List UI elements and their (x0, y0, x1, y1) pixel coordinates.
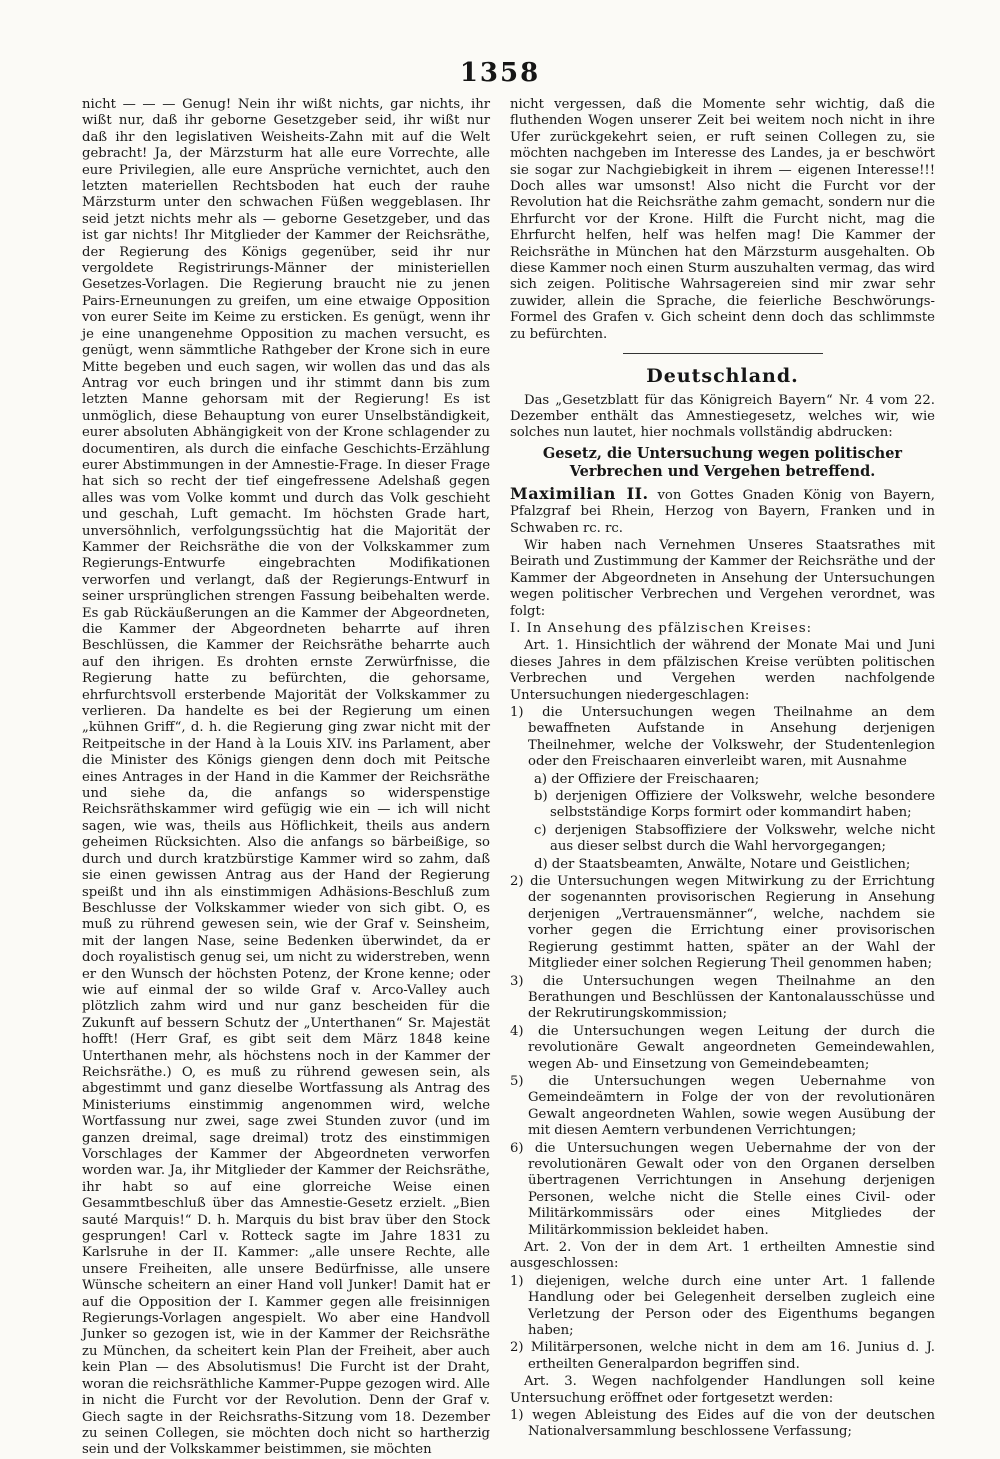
article-2: Art. 2. Von der in dem Art. 1 ertheilten Amnestie sind ausgeschlossen: (510, 1240, 935, 1272)
list-item: 5) die Untersuchungen wegen Uebernahme von Gemeindeämtern in Folge der von der revolutionären Gewalt angeordneten Wahlen, sowie wegen Ausübung der mit diesen Aemtern verbundenen Verrichtungen; (510, 1073, 935, 1139)
sub-list-item: d) der Staatsbeamten, Anwälte, Notare und Geistlichen; (534, 856, 911, 872)
article-3: Art. 3. Wegen nachfolgender Handlungen soll keine Untersuchung eröffnet oder fortgesetzt werden: (510, 1374, 935, 1406)
section-divider (623, 353, 823, 354)
list-item: 1) wegen Ableistung des Eides auf die von der deutschen Nationalversammlung beschlossene Verfassung; (510, 1408, 935, 1440)
heading-palatinate: I. In Ansehung des pfälzischen Kreises: (510, 620, 813, 636)
left-column (82, 97, 490, 1458)
preamble: Wir haben nach Vernehmen Unseres Staatsrathes mit Beirath und Zustimmung der Kammer der Reichsräthe und der Kammer der Abgeordneten in Ansehung der Untersuchungen wegen politischer Verbrechen und Vergehen verordnet, was folgt: (510, 537, 935, 619)
left-column-text: nicht — — — Genug! Nein ihr wißt nichts, gar nichts, ihr wißt nur, daß ihr geborne Gesetzgeber seid, ihr wißt nur daß ihr den legislativen Weisheits-Zahn mit auf die Welt gebracht! Ja, der Märzsturm hat alle eure Vorrechte, alle eure Privilegien, alle eure Ansprüche vernichtet, auch den letzten materiellen Rechtsboden hat euch der rauhe Märzsturm unter den schwachen Füßen weggeblasen. Ihr seid jetzt nichts mehr als — geborne Gesetzgeber, und das ist gar nichts! Ihr Mitglieder der Kammer der Reichsräthe, der Regierung des Königs gegenüber, seid ihr nur vergoldete Registrirungs-Männer der ministeriellen Gesetzes-Vorlagen. Die Regierung braucht nie zu jenen Pairs-Erneunungen zu greifen, um eine etwaige Opposition von eurer Seite im Keime zu ersticken. Es genügt, wenn ihr je eine unangenehme Opposition zu machen versucht, es genügt, wenn sämmtliche Rathgeber der Krone sich in eure Mitte begeben und euch sagen, wir wollen das und das als Antrag vor euch bringen und ihr stimmt dann bis zum letzten Manne gehorsam mit der Regierung! Es ist unmöglich, diese Behauptung von eurer Unselbständigkeit, eurer absoluten Abhängigkeit von der Krone schlagender zu documentiren, als durch die einfache Geschichts-Erzählung eurer Abstimmungen in der Amnestie-Frage. In dieser Frage hat sich so recht der tief eingefressene Adelshaß gegen alles was vom Volke kommt und durch das Volk geschieht und geschah, Luft gemacht. Im höchsten Grade hart, unversöhnlich, verfolgungssüchtig hat die Majorität der Kammer der Reichsräthe die von der Volkskammer zum Regierungs-Entwurfe eingebrachten Modifikationen verworfen und verlangt, daß der Regierungs-Entwurf in seiner ursprünglichen strengen Fassung beibehalten werde. Es gab Rückäußerungen an die Kammer der Abgeordneten, die Kammer der Abgeordneten beharrte auf ihren Beschlüssen, die Kammer der Reichsräthe beharrte auch auf den ihrigen. Es drohten ernste Zerwürfnisse, die Regierung hatte zu befürchten, die gehorsame, ehrfurchtsvoll ersterbende Majorität der Volkskammer zu verlieren. Da handelte es bei der Regierung um einen „kühnen Griff“, d. h. die Regierung ging zwar nicht mit der Reitpeitsche in der Hand à la Louis XIV. ins Parlament, aber die Minister des Königs giengen denn doch mit Peitsche eines Antrages in der Hand in die Kammer der Reichsräthe und siehe da, die anfangs so widerspenstige Reichsräthskammer wird gefügig wie ein — ich will nicht sagen, wie was, theils aus Höflichkeit, theils aus andern geheimen Rücksichten. Also die anfangs so bärbeißige, so durch und durch kratzbürstige Kammer wird so zahm, daß sie einen gewissen Antrag aus der Hand der Regierung speißt und ihn als einstimmigen Adhäsions-Beschluß zum Beschlusse der Volkskammer wieder von sich gibt. O, es muß zu rührend gewesen sein, wie der Graf v. Seinsheim, mit der langen Nase, seine Bedenken überwindet, da er doch royalistisch genug sei, um nicht zu widerstreben, wenn er den Wunsch der höchsten Potenz, der Krone kenne; oder wie auf einmal der so wilde Graf v. Arco-Valley auch plötzlich zahm wird und nur ganz bescheiden für die Zukunft auf bessern Schutz der „Unterthanen“ Sr. Majestät hofft! (Herr Graf, es gibt seit dem März 1848 keine Unterthanen mehr, als höchstens noch in der Kammer der Reichsräthe.) O, es muß zu rührend gewesen sein, als abgestimmt und ganz dieselbe Wortfassung als Antrag des Ministeriums einstimmig angenommen wird, welche Wortfassung nur zwei, sage zwei Stunden zuvor (und im ganzen dreimal, sage dreimal) trotz des einstimmigen Vorschlages der Kammer der Abgeordneten verworfen worden war. Ja, ihr Mitglieder der Kammer der Reichsräthe, ihr habt so auf eine glorreiche Weise einen Gesammtbeschluß über das Amnestie-Gesetz erzielt. „Bien sauté Marquis!“ D. h. Marquis du bist brav über den Stock gesprungen! Carl v. Rotteck sagte im Jahre 1831 zu Karlsruhe in der II. Kammer: „alle unsere Rechte, alle unsere Freiheiten, alle unsere Bedürfnisse, alle unsere Wünsche scheitern an einer Hand voll Junker! Damit hat er auf die Opposition der I. Kammer gegen alle freisinnigen Regierungs-Vorlagen angespielt. Wo aber eine Handvoll Junker so gezogen ist, wie in der Kammer der Reichsräthe zu München, da scheitert kein Plan der Freiheit, aber auch kein Plan — des Absolutismus! Die Furcht ist der Draht, woran die reichsräthliche Kammer-Puppe gezogen wird. Alle in nicht die Furcht vor der Revolution. Denn der Graf v. Giech sagte in der Reichsraths-Sitzung vom 18. Dezember zu seinen Collegen, sie möchten doch nicht so hartherzig sein und der Volkskammer beistimmen, sie möchten (82, 97, 490, 1458)
section-title: Deutschland. (646, 365, 799, 388)
article-1: Art. 1. Hinsichtlich der während der Monate Mai und Juni dieses Jahres in dem pfälzischen Kreise verübten politischen Verbrechen und Vergehen werden nachfolgende Untersuchungen niedergeschlagen: (510, 638, 935, 703)
sub-list-item: a) der Offiziere der Freischaaren; (534, 771, 760, 787)
list-item: 1) die Untersuchungen wegen Theilnahme an dem bewaffneten Aufstande in Ansehung derjenigen Theilnehmer, welche der Volkswehr, der Studentenlegion oder den Freischaaren einverleibt waren, mit Ausnahme (510, 705, 935, 770)
right-column (510, 97, 935, 1440)
section-intro: Das „Gesetzblatt für das Königreich Bayern“ Nr. 4 vom 22. Dezember enthält das Amnestiegesetz, welches wir, wie solches nun lautet, hier nochmals vollständig abdrucken: (510, 392, 935, 441)
sub-list-item: b) derjenigen Offiziere der Volkswehr, welche besondere selbstständige Korps formirt oder kommandirt haben; (534, 789, 935, 821)
king-text: von Gottes Gnaden König von Bayern, Pfalzgraf bei Rhein, Herzog von Bayern, Franken und in Schwaben rc. rc. (510, 487, 935, 536)
list-item: 3) die Untersuchungen wegen Theilnahme an den Berathungen und Beschlüssen der Kantonalausschüsse und der Rekrutirungskommission; (510, 973, 935, 1022)
right-intro-paragraph: nicht vergessen, daß die Momente sehr wichtig, daß die fluthenden Wogen unserer Zeit bei weitem noch nicht in ihre Ufer zurückgekehrt seien, er ruft seinen Collegen zu, sie möchten nachgeben im Interesse des Landes, ja er beschwört sie sogar zur Nachgiebigkeit in ihrem — eigenen Interesse!!! Doch alles war umsonst! Also nicht die Furcht vor der Revolution hat die Reichsräthe zahm gemacht, sondern nur die Ehrfurcht vor der Krone. Hilft die Furcht nicht, mag die Ehrfurcht helfen, helf was helfen mag! Die Kammer der Reichsräthe in München hat den Märzsturm ausgehalten. Ob diese Kammer noch einen Sturm auszuhalten vermag, das wird sich zeigen. Politische Wahrsagereien sind mir zwar sehr zuwider, allein die Sprache, die feierliche Beschwörungs-Formel des Grafen v. Gich scheint denn doch das schlimmste zu befürchten. (510, 97, 935, 342)
page-number: 1358 (459, 58, 541, 88)
list-item: 2) die Untersuchungen wegen Mitwirkung zu der Errichtung der sogenannten provisorischen Regierung in Ansehung derjenigen „Vertrauensmänner“, welche, nachdem sie vorher gegen die Errichtung einer provisorischen Regierung gestimmt hatten, später an der Wahl der Mitglieder einer solchen Regierung Theil genommen haben; (510, 874, 935, 972)
list-item: 1) diejenigen, welche durch eine unter Art. 1 fallende Handlung oder bei Gelegenheit derselben zugleich eine Verletzung der Person oder des Eigenthums begangen haben; (510, 1273, 935, 1339)
sub-list-item: c) derjenigen Stabsoffiziere der Volkswehr, welche nicht aus dieser selbst durch die Wahl hervorgegangen; (534, 822, 935, 855)
list-item: 6) die Untersuchungen wegen Uebernahme der von der revolutionären Gewalt oder von den Organen derselben übertragenen Verrichtungen in Ansehung derjenigen Personen, welche nicht die Stelle eines Civil- oder Militärkommissärs oder eines Mitgliedes der Militärkommission bekleidet haben. (510, 1140, 935, 1238)
law-title: Gesetz, die Untersuchung wegen politischer Verbrechen und Vergehen betreffend. (542, 444, 903, 480)
list-item: 2) Militärpersonen, welche nicht in dem am 16. Junius d. J. ertheilten Generalpardon begriffen sind. (510, 1340, 935, 1372)
king-name: Maximilian II. (510, 483, 649, 503)
list-item: 4) die Untersuchungen wegen Leitung der durch die revolutionäre Gewalt angeordneten Gemeindewahlen, wegen Ab- und Einsetzung von Gemeindebeamten; (510, 1023, 935, 1072)
king-declaration (510, 483, 935, 537)
